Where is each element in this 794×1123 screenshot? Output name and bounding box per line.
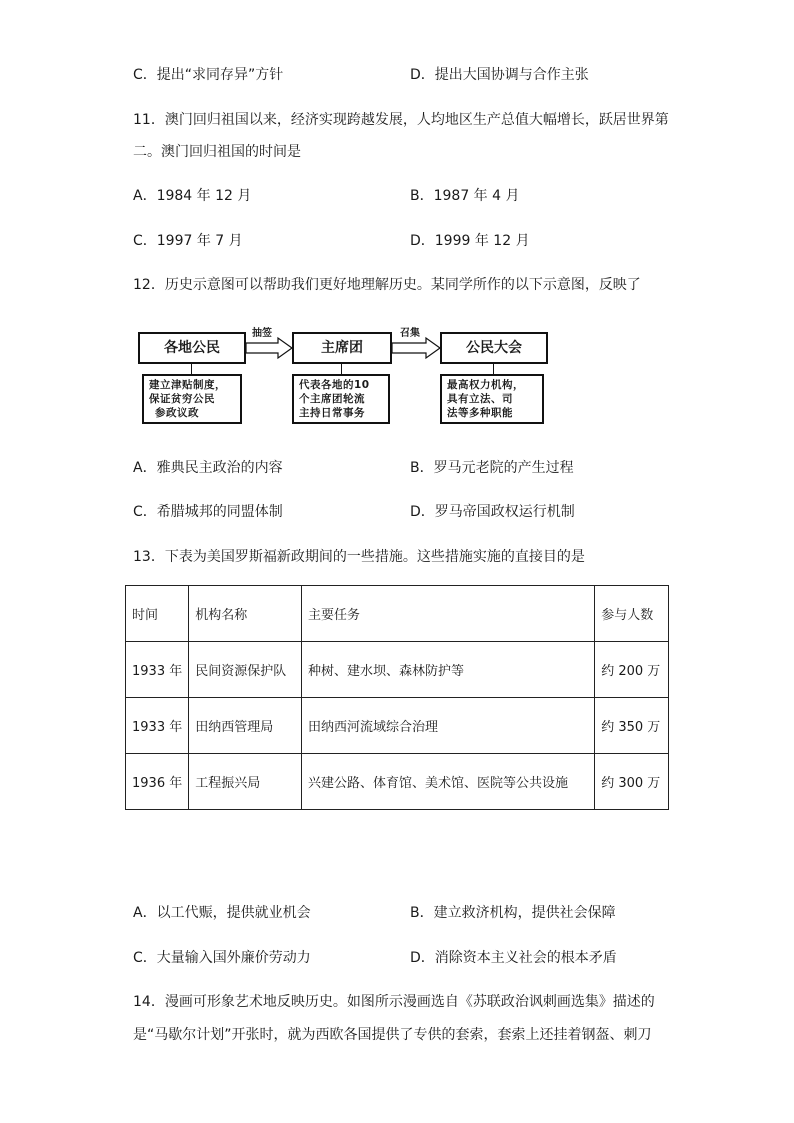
table-header: 参与人数 xyxy=(595,586,669,642)
connector-3 xyxy=(493,364,494,374)
diagram-arrows xyxy=(138,318,558,378)
q12-diagram xyxy=(138,318,558,436)
q13-option-d: D．消除资本主义社会的根本矛盾 xyxy=(410,950,617,966)
table-cell: 1933 年 xyxy=(126,642,189,698)
q12-option-b: B．罗马元老院的产生过程 xyxy=(410,460,574,476)
box-presidium: 主席团 xyxy=(292,332,392,364)
q11-option-b: B．1987 年 4 月 xyxy=(410,188,520,204)
note3-line2: 具有立法、司 xyxy=(447,393,513,405)
q10-option-d: D．提出大国协调与合作主张 xyxy=(410,67,589,83)
note2-line3: 主持日常事务 xyxy=(299,407,365,419)
note-allowance xyxy=(142,374,242,424)
table-header-row xyxy=(126,586,669,642)
arrow-1 xyxy=(246,338,292,358)
table-cell: 兴建公路、体育馆、美术馆、医院等公共设施 xyxy=(302,754,595,810)
note2-line1: 代表各地的10 xyxy=(299,379,370,391)
table-cell: 约 200 万 xyxy=(595,642,669,698)
box-citizen-assembly: 公民大会 xyxy=(440,332,548,364)
q14-stem-line2: 是“马歇尔计划”开张时，就为西欧各国提供了专供的套索，套索上还挂着钢盔、刺刀 xyxy=(133,1027,652,1043)
q12-stem: 12．历史示意图可以帮助我们更好地理解历史。某同学所作的以下示意图，反映了 xyxy=(133,277,641,293)
table-row xyxy=(126,754,669,810)
q13-option-c: C．大量输入国外廉价劳动力 xyxy=(133,950,311,966)
table-cell: 约 350 万 xyxy=(595,698,669,754)
table-row xyxy=(126,698,669,754)
q11-option-a: A．1984 年 12 月 xyxy=(133,188,252,204)
q12-option-a: A．雅典民主政治的内容 xyxy=(133,460,283,476)
note-assembly xyxy=(440,374,544,424)
q11-option-c: C．1997 年 7 月 xyxy=(133,233,243,249)
note3-line3: 法等多种职能 xyxy=(447,407,513,419)
table-row xyxy=(126,642,669,698)
q12-option-c: C．希腊城邦的同盟体制 xyxy=(133,504,283,520)
connector-1 xyxy=(191,364,192,374)
table-header: 机构名称 xyxy=(189,586,302,642)
q13-stem: 13．下表为美国罗斯福新政期间的一些措施。这些措施实施的直接目的是 xyxy=(133,549,585,565)
box-local-citizens: 各地公民 xyxy=(138,332,246,364)
table-cell: 1933 年 xyxy=(126,698,189,754)
q11-option-d: D．1999 年 12 月 xyxy=(410,233,530,249)
table-cell: 1936 年 xyxy=(126,754,189,810)
q10-option-c: C．提出“求同存异”方针 xyxy=(133,67,284,83)
q11-stem-line1: 11．澳门回归祖国以来，经济实现跨越发展，人均地区生产总值大幅增长，跃居世界第 xyxy=(133,112,669,128)
note3-line1: 最高权力机构， xyxy=(447,379,524,391)
note-presidium xyxy=(292,374,390,424)
table-cell: 田纳西管理局 xyxy=(189,698,302,754)
arrow-label-convene: 召集 xyxy=(400,328,420,339)
table-cell: 种树、建水坝、森林防护等 xyxy=(302,642,595,698)
q13-table xyxy=(125,585,669,810)
table-cell: 田纳西河流域综合治理 xyxy=(302,698,595,754)
q13-option-b: B．建立救济机构，提供社会保障 xyxy=(410,905,616,921)
q11-stem-line2: 二。澳门回归祖国的时间是 xyxy=(133,144,301,160)
connector-2 xyxy=(341,364,342,374)
q13-option-a: A．以工代赈，提供就业机会 xyxy=(133,905,311,921)
arrow-label-lottery: 抽签 xyxy=(252,328,272,339)
table-cell: 工程振兴局 xyxy=(189,754,302,810)
note2-line2: 个主席团轮流 xyxy=(299,393,365,405)
arrow-2 xyxy=(392,338,440,358)
note1-line1: 建立津贴制度， xyxy=(149,379,226,391)
table-header: 主要任务 xyxy=(302,586,595,642)
table-cell: 约 300 万 xyxy=(595,754,669,810)
q14-stem-line1: 14．漫画可形象艺术地反映历史。如图所示漫画选自《苏联政治讽刺画选集》描述的 xyxy=(133,994,655,1010)
table-cell: 民间资源保护队 xyxy=(189,642,302,698)
note1-line3: 参政议政 xyxy=(155,407,199,419)
q12-option-d: D．罗马帝国政权运行机制 xyxy=(410,504,575,520)
note1-line2: 保证贫穷公民 xyxy=(149,393,215,405)
table-header: 时间 xyxy=(126,586,189,642)
